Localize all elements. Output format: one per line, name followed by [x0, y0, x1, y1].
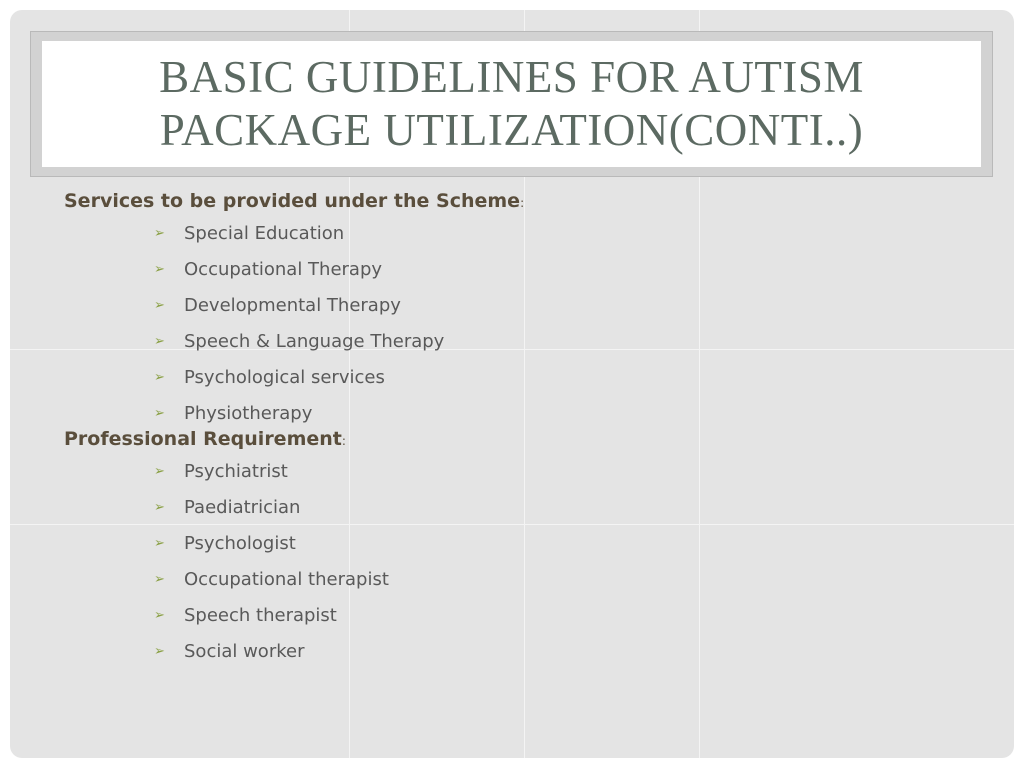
list-item-label: Speech & Language Therapy: [184, 331, 445, 352]
section-heading-professionals: [64, 424, 764, 454]
list-item: [154, 598, 764, 634]
slide-title-line-1: BASIC GUIDELINES FOR AUTISM: [159, 52, 864, 102]
title-frame: [30, 31, 993, 177]
arrow-bullet-icon: ➢: [154, 334, 165, 349]
list-item-label: Psychologist: [184, 533, 296, 554]
professionals-list: [64, 454, 764, 670]
list-item: [154, 562, 764, 598]
list-item-label: Social worker: [184, 641, 305, 662]
slide-title: [159, 51, 864, 157]
list-item-label: Psychiatrist: [184, 461, 288, 482]
arrow-bullet-icon: ➢: [154, 608, 165, 623]
heading-colon: :: [341, 434, 346, 448]
heading-colon: :: [520, 196, 525, 210]
title-box: [42, 41, 981, 167]
list-item: [154, 216, 764, 252]
list-item-label: Physiotherapy: [184, 403, 313, 424]
arrow-bullet-icon: ➢: [154, 464, 165, 479]
list-item: [154, 634, 764, 670]
list-item: [154, 454, 764, 490]
arrow-bullet-icon: ➢: [154, 536, 165, 551]
list-item: [154, 360, 764, 396]
list-item-label: Occupational Therapy: [184, 259, 383, 280]
list-item-label: Psychological services: [184, 367, 385, 388]
arrow-bullet-icon: ➢: [154, 500, 165, 515]
section-heading-services-text: Services to be provided under the Scheme: [64, 190, 521, 212]
arrow-bullet-icon: ➢: [154, 406, 165, 421]
list-item: [154, 252, 764, 288]
arrow-bullet-icon: ➢: [154, 226, 165, 241]
list-item: [154, 526, 764, 562]
list-item: [154, 324, 764, 360]
arrow-bullet-icon: ➢: [154, 644, 165, 659]
section-heading-professionals-text: Professional Requirement: [64, 428, 342, 450]
list-item: [154, 288, 764, 324]
arrow-bullet-icon: ➢: [154, 572, 165, 587]
arrow-bullet-icon: ➢: [154, 262, 165, 277]
list-item: [154, 490, 764, 526]
list-item-label: Speech therapist: [184, 605, 337, 626]
services-list: [64, 216, 764, 432]
list-item-label: Occupational therapist: [184, 569, 389, 590]
slide-title-line-2: PACKAGE UTILIZATION(CONTI..): [159, 105, 864, 155]
list-item-label: Special Education: [184, 223, 345, 244]
slide-content: [64, 186, 764, 670]
section-heading-services: [64, 186, 764, 216]
arrow-bullet-icon: ➢: [154, 370, 165, 385]
arrow-bullet-icon: ➢: [154, 298, 165, 313]
list-item-label: Paediatrician: [184, 497, 301, 518]
list-item-label: Developmental Therapy: [184, 295, 401, 316]
